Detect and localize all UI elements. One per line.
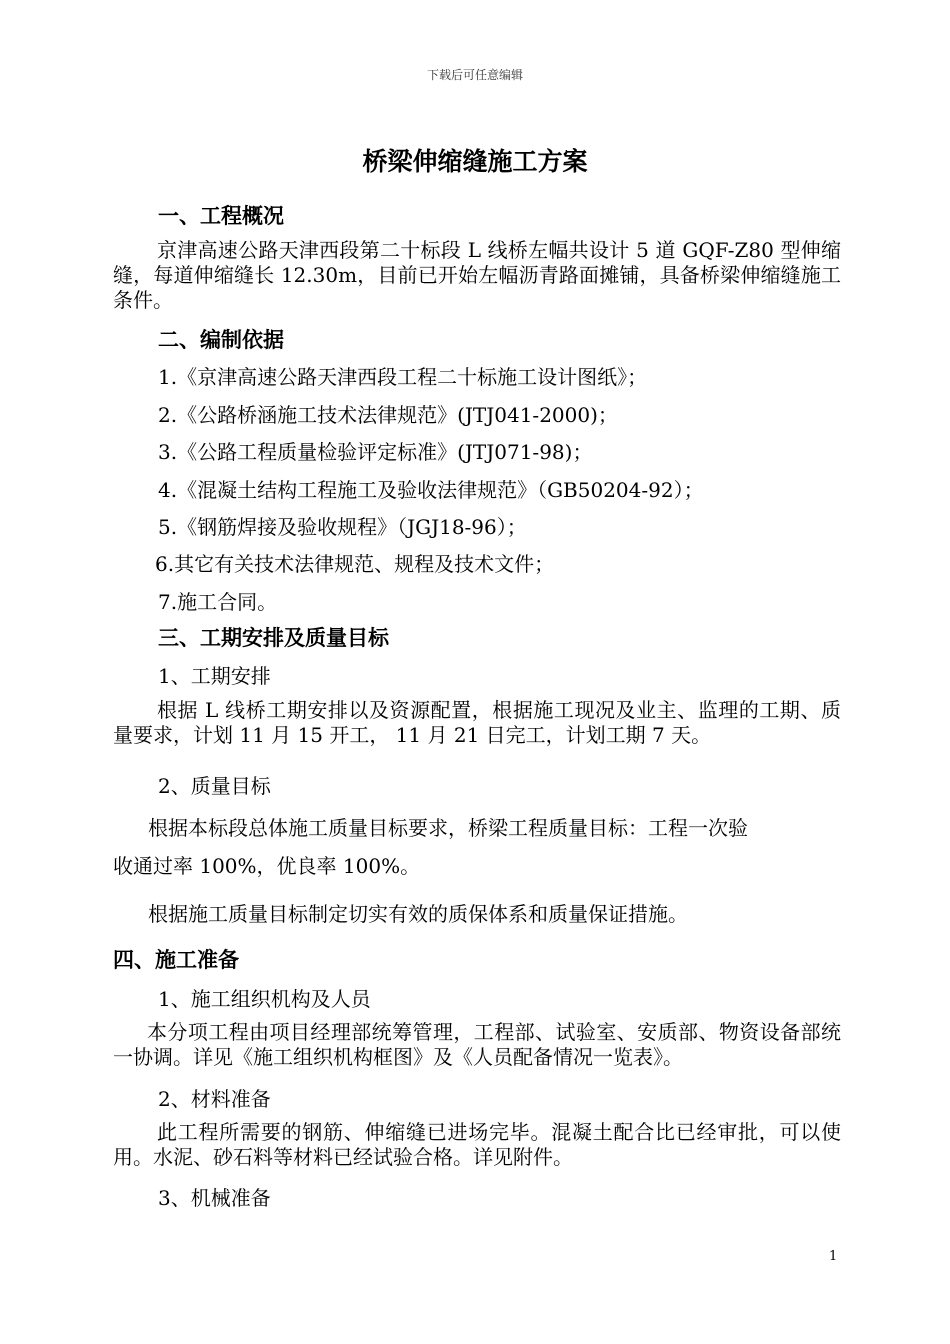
basis-item-6: 6.其它有关技术法律规范、规程及技术文件； [155,552,555,576]
basis-item-7: 7.施工合同。 [158,590,278,614]
basis-item-3: 3.《公路工程质量检验评定标准》(JTJ071-98)； [158,440,593,464]
section-3-body-3: 根据施工质量目标制定切实有效的质保体系和质量保证措施。 [148,902,688,926]
basis-item-4: 4.《混凝土结构工程施工及验收法律规范》（GB50204-92）； [158,478,704,502]
section-4-body-1: 本分项工程由项目经理部统筹管理，工程部、试验室、安质部、物资设备部统一协调。详见《施工组织机构框图》及《人员配备情况一览表》。 [113,1020,841,1069]
section-4-sub-3: 3、机械准备 [158,1186,271,1210]
section-4-body-2: 此工程所需要的钢筋、伸缩缝已进场完毕。混凝土配合比已经审批，可以使用。水泥、砂石料等材料已经试验合格。详见附件。 [113,1120,841,1169]
page-header-note: 下载后可任意编辑 [426,68,523,82]
basis-item-1: 1.《京津高速公路天津西段工程二十标施工设计图纸》； [158,365,648,389]
section-4-sub-2: 2、材料准备 [158,1087,271,1111]
section-4-heading: 四、施工准备 [113,948,239,972]
section-3-sub-1: 1、工期安排 [158,664,271,688]
section-1-heading: 一、工程概况 [158,204,284,228]
section-3-body-2b: 收通过率 100%，优良率 100%。 [113,854,421,878]
page-number: 1 [829,1249,838,1264]
document-title: 桥梁伸缩缝施工方案 [362,147,588,176]
section-3-body-2a: 根据本标段总体施工质量目标要求，桥梁工程质量目标：工程一次验 [148,816,748,840]
section-3-body-1: 根据 L 线桥工期安排以及资源配置，根据施工现况及业主、监理的工期、质量要求，计划 11 月 15 开工， 11 月 21 日完工，计划工期 7 天。 [113,698,841,747]
basis-item-2: 2.《公路桥涵施工技术法律规范》(JTJ041-2000)； [158,403,618,427]
section-4-sub-1: 1、施工组织机构及人员 [158,987,371,1011]
section-3-sub-2: 2、质量目标 [158,774,271,798]
section-1-body: 京津高速公路天津西段第二十标段 L 线桥左幅共设计 5 道 GQF-Z80 型伸缩缝，每道伸缩缝长 12.30m，目前已开始左幅沥青路面摊铺，具备桥梁伸缩缝施工条件。 [113,238,841,312]
section-2-heading: 二、编制依据 [158,328,284,352]
basis-item-5: 5.《钢筋焊接及验收规程》（JGJ18-96）； [158,515,527,539]
section-3-heading: 三、工期安排及质量目标 [158,626,389,650]
